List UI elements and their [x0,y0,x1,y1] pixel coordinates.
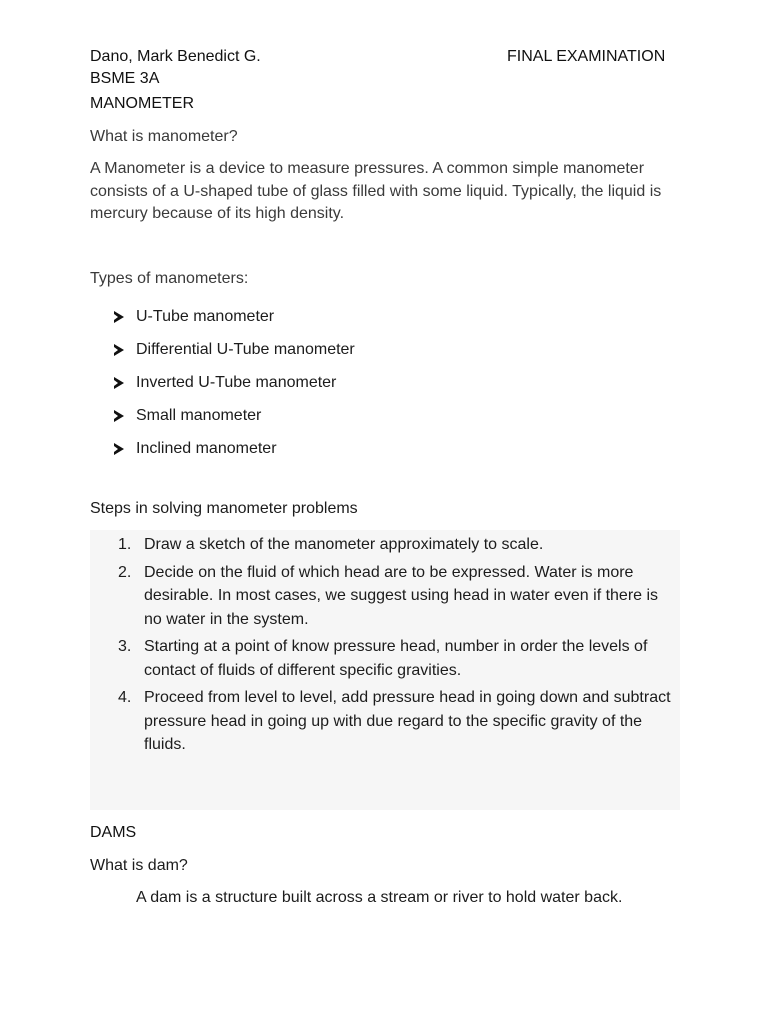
manometer-heading: MANOMETER [90,95,194,112]
list-item [118,533,680,557]
dams-question: What is dam? [90,857,188,874]
step-text: Proceed from level to level, add pressure head in going down and subtract pressure head in going up with due regard to the specific gravity of the fluids. [144,689,671,753]
step-text: Decide on the fluid of which head are to be expressed. Water is more desirable. In most cases, we suggest using head in water even if there is no water in the system. [144,563,659,628]
list-item [114,300,355,333]
step-number: 1. [118,536,132,553]
list-item [118,635,680,682]
arrow-bullet-icon [114,377,124,389]
arrow-bullet-icon [114,311,124,323]
list-item-label: Inverted U-Tube manometer [136,373,337,391]
step-text: Starting at a point of know pressure head, number in order the levels of contact of fluids of different specific gravities. [144,638,648,679]
exam-title: FINAL EXAMINATION [507,48,666,65]
list-item-label: Inclined manometer [136,439,277,457]
list-item-label: Small manometer [136,406,262,424]
step-number: 4. [118,689,132,706]
manometer-definition: A Manometer is a device to measure pressures. A common simple manometer consists of a U-shaped tube of glass filled with some liquid. Typically, the liquid is mercury because of its high density. [90,160,662,222]
types-heading: Types of manometers: [90,270,249,287]
list-item [114,366,355,399]
list-item [118,561,680,632]
steps-heading: Steps in solving manometer problems [90,500,358,517]
list-item-label: Differential U-Tube manometer [136,340,355,358]
step-number: 2. [118,563,132,581]
list-item [114,333,355,366]
course-section: BSME 3A [90,70,160,87]
list-item [114,432,355,465]
manometer-question: What is manometer? [90,128,238,145]
student-name: Dano, Mark Benedict G. [90,48,261,65]
steps-list [118,533,680,761]
step-text: Draw a sketch of the manometer approximately to scale. [144,536,544,553]
step-number: 3. [118,638,132,655]
arrow-bullet-icon [114,344,124,356]
list-item [114,399,355,432]
list-item-label: U-Tube manometer [136,307,275,325]
dams-heading: DAMS [90,824,137,841]
manometer-types-list [114,300,355,465]
arrow-bullet-icon [114,410,124,422]
list-item [118,686,680,757]
dams-definition: A dam is a structure built across a stream or river to hold water back. [136,889,623,906]
arrow-bullet-icon [114,443,124,455]
